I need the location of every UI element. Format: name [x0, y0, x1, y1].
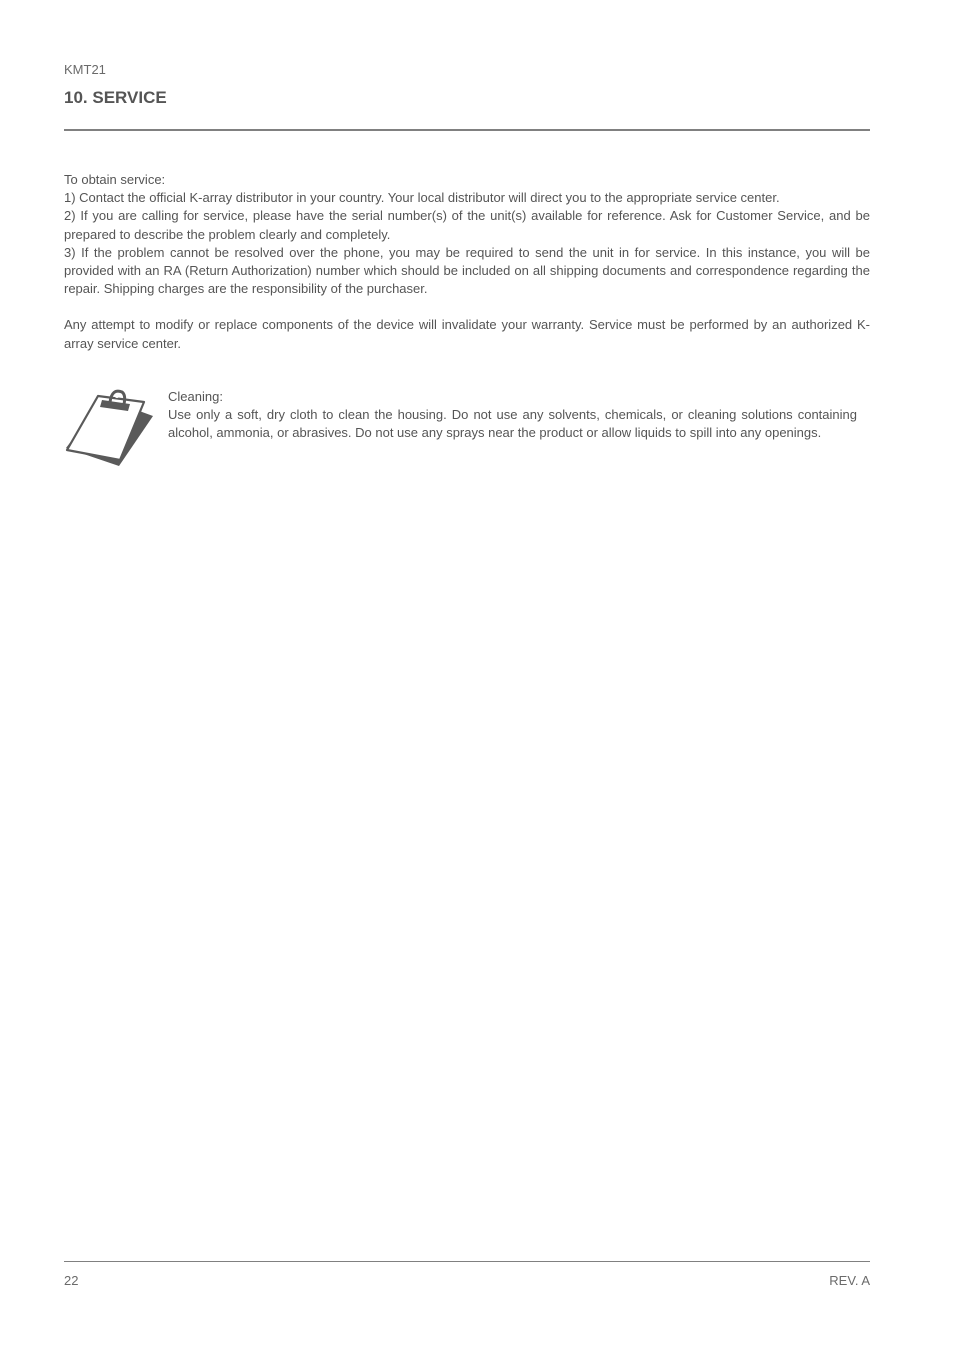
service-step-3: 3) If the problem cannot be resolved over the phone, you may be required to send the unit in for service. In this instance, you will be provided with an RA (Return Authorization) number which should be included on all shipping documents and correspondence regarding the repair. Shipping charges are the responsibility of the purchaser. — [64, 244, 870, 297]
cleaning-text-block — [168, 388, 857, 443]
warranty-notice: Any attempt to modify or replace components of the device will invalidate your warranty. Service must be performed by an authorized K-array service center. — [64, 317, 870, 351]
revision-label: REV. A — [829, 1273, 870, 1288]
model-name: KMT21 — [64, 62, 106, 77]
paragraph-gap — [64, 298, 870, 316]
service-intro: To obtain service: — [64, 172, 166, 187]
service-step-1: 1) Contact the official K-array distributor in your country. Your local distributor will direct you to the appropriate service center. — [64, 190, 780, 206]
service-step-2: 2) If you are calling for service, please have the serial number(s) of the unit(s) available for reference. Ask for Customer Service, and be prepared to describe the problem clearly and completely. — [64, 208, 870, 242]
service-instructions — [64, 171, 870, 353]
section-title: 10. SERVICE — [64, 88, 167, 107]
header-divider — [64, 129, 870, 131]
cleaning-note — [64, 388, 870, 478]
cleaning-title: Cleaning: — [168, 389, 223, 404]
cleaning-instructions: Use only a soft, dry cloth to clean the housing. Do not use any solvents, chemicals, or cleaning solutions containing alcohol, ammonia, or abrasives. Do not use any sprays near the product or allow liquids to spill into any openings. — [168, 407, 857, 441]
clipboard-icon — [64, 388, 156, 470]
footer-divider — [64, 1261, 870, 1262]
page-number: 22 — [64, 1273, 79, 1288]
